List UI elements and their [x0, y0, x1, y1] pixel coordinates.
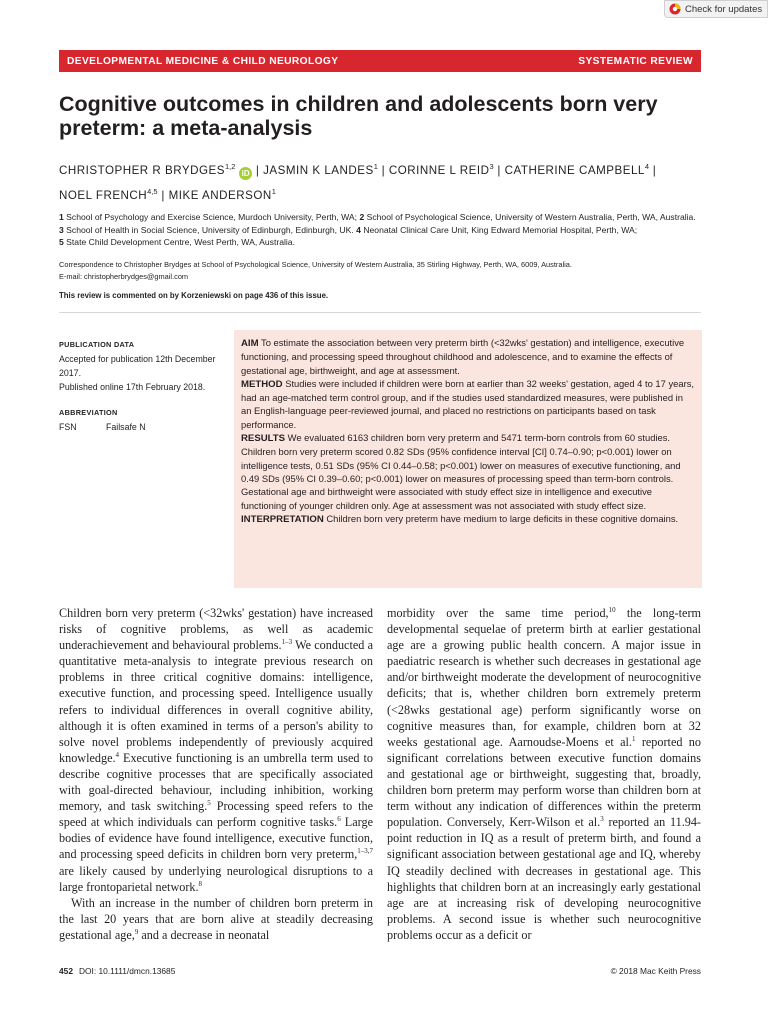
- affil-num: 2: [359, 212, 365, 222]
- results-label: RESULTS: [241, 433, 286, 445]
- body-text: reported an 11.94-point reduction in IQ as a result of preterm birth, and found a significant association between gestational age and IQ, whereby IQ steadily declined with decreases in gestational age. This highlights that children born at an increasingly early gestational age are at increasing risk of developing neurocognitive problems. A second issue is whether such neurocognitive problems occur as a deficit or: [387, 815, 701, 942]
- footer-left: [59, 966, 175, 976]
- accepted-date: Accepted for publication 12th December 2017.: [59, 354, 216, 378]
- body-paragraph: [387, 605, 701, 943]
- copyright: © 2018 Mac Keith Press: [610, 966, 701, 976]
- aim-label: AIM: [241, 338, 259, 349]
- affil-num: 5: [59, 237, 64, 247]
- body-text: Children born very preterm (<32wks' gestation) have increased risks of cognitive problems, as well as academic underachievement and behavioural problems.: [59, 606, 373, 653]
- body-column-right: [387, 605, 701, 943]
- interpretation-label: INTERPRETATION: [241, 513, 324, 525]
- citation[interactable]: 10: [608, 605, 616, 614]
- abbreviation-value: Failsafe N: [106, 422, 146, 432]
- author-affil: 4,5: [147, 186, 158, 196]
- body-text: morbidity over the same time period,: [387, 606, 609, 620]
- body-paragraph: [59, 605, 373, 895]
- affil-num: 3: [59, 224, 64, 235]
- journal-name: DEVELOPMENTAL MEDICINE & CHILD NEUROLOGY: [67, 55, 339, 67]
- citation[interactable]: 3: [600, 815, 604, 824]
- check-for-updates-button[interactable]: [664, 0, 768, 18]
- affiliations: [59, 211, 699, 249]
- abstract-method: [241, 377, 694, 431]
- affil-text: School of Health in Social Science, University of Edinburgh, Edinburgh, UK.: [66, 224, 354, 235]
- results-text: We evaluated 6163 children born very preterm and 5471 term-born controls from 60 studies. Children born very preterm scored 0.82 SDs (95% confidence interval [CI] 0.74–0.90; p<0.001) lower on intelligence tests, 0.51 SDs (95% CI 0.44–0.58; p<0.001) lower on measures of executive functioning, and 0.49 SDs (95% CI 0.39–0.60; p<0.001) lower on measures of processing speed than term-born controls. Gestational age and birthweight were associated with study effect size in intelligence and executive functioning of younger children only. Age at assessment was not associated with study effect size.: [241, 432, 681, 511]
- citation[interactable]: 8: [198, 879, 203, 888]
- abstract-results: [241, 431, 694, 512]
- body-text: reported no significant correlations between executive function domains and gestational age or birthweight, suggesting that, broadly, children born preterm may perform worse than children born at term without any indication of differences within the preterm population. Conversely, Kerr-Wilson et al.: [387, 734, 701, 830]
- author-affil: 1: [271, 186, 276, 196]
- abbreviation-label: ABBREVIATION: [59, 408, 118, 417]
- citation[interactable]: 1–3,7: [357, 847, 373, 856]
- citation[interactable]: 4: [115, 750, 120, 759]
- abstract-interpretation: [241, 512, 694, 526]
- body-text: Executive functioning is an umbrella term used to describe cognitive processes that are specifically associated with goal-directed behaviour, including inhibition, working memory, and task switching.: [59, 750, 373, 814]
- page-footer: [59, 966, 701, 976]
- body-paragraph: [59, 895, 373, 943]
- correspondence-email[interactable]: E-mail: christopherbrydges@gmail.com: [59, 271, 189, 281]
- commentary-note: This review is commented on by Korzeniewski on page 436 of this issue.: [59, 291, 329, 300]
- body-text: the long-term developmental sequelae of preterm birth at earlier gestational age are a growing public health concern. A major issue in paediatric research is whether such decreases in gestational age and/or birthweight moderate the development of neurocognitive deficits; that is, whether children born extremely preterm (<28wks gestational age) perform significantly worse on cognitive measures than, for example, children born at 32 weeks gestational age. Aarnoudse-Moens et al.: [387, 606, 701, 749]
- affil-num: 1: [59, 212, 64, 222]
- orcid-icon[interactable]: iD: [239, 167, 252, 180]
- article-type: SYSTEMATIC REVIEW: [578, 55, 693, 67]
- author-affil: 3: [489, 162, 494, 171]
- affil-text: State Child Development Centre, West Perth, WA, Australia.: [66, 237, 295, 247]
- abstract-aim: [241, 336, 694, 377]
- article-title: Cognitive outcomes in children and adolescents born very preterm: a meta-analysis: [59, 92, 658, 140]
- check-for-updates-label: Check for updates: [685, 3, 763, 15]
- published-date: Published online 17th February 2018.: [59, 382, 206, 392]
- body-text: Large bodies of evidence have found intelligence, executive function, and processing speed deficits in children born very preterm,: [59, 815, 373, 862]
- body-text: and a decrease in neonatal: [138, 927, 270, 942]
- divider: [59, 312, 701, 313]
- author-affil: 1,2: [224, 162, 236, 171]
- author-affil: 1: [373, 162, 378, 171]
- body-text: We conducted a quantitative meta-analysis to integrate previous research on problems in three critical cognitive domains: intelligence, executive function, and processing speed. Intelligence usually refers to individual differences in overall cognitive ability, although it is often examined in terms of a person's ability to solve novel problems independently of previously acquired knowledge.: [59, 638, 373, 765]
- affil-num: 4: [356, 224, 361, 235]
- author-name: CORINNE L REID: [388, 163, 490, 177]
- correspondence-address: Correspondence to Christopher Brydges at School of Psychological Science, University of Western Australia, 35 Stirling Highway, Perth, WA, 6009, Australia.: [59, 260, 572, 269]
- body-column-left: [59, 605, 373, 943]
- interpretation-text: Children born very preterm have medium to large deficits in these cognitive domains.: [326, 512, 679, 524]
- author-name: CATHERINE CAMPBELL: [504, 163, 645, 177]
- body-text: With an increase in the number of children born preterm in the last 20 years that are born alive at steadily decreasing gestational age,: [59, 895, 373, 942]
- journal-banner: [59, 50, 701, 72]
- publication-data: [59, 338, 234, 434]
- affil-text: School of Psychology and Exercise Science, Murdoch University, Perth, WA;: [66, 212, 358, 222]
- abstract-box: [234, 330, 702, 588]
- body-text: are likely caused by underlying neurological disruptions to a large frontoparietal network.: [59, 863, 373, 894]
- abbreviation-row: [59, 420, 234, 434]
- method-text: Studies were included if children were born at earlier than 32 weeks' gestation, aged 4 to 17 years, had an age-matched term control group, and if the studies used standardized measures, were published in an English-language peer-reviewed journal, and placed no restrictions on participants based on task performance.: [241, 377, 694, 430]
- affil-text: School of Psychological Science, University of Western Australia, Perth, WA, Australia.: [366, 212, 696, 222]
- citation[interactable]: 6: [337, 815, 341, 824]
- doi[interactable]: DOI: 10.1111/dmcn.13685: [78, 966, 176, 976]
- correspondence: [59, 259, 699, 282]
- author-name: CHRISTOPHER R BRYDGES: [59, 163, 225, 177]
- page-number: 452: [59, 966, 73, 976]
- author-affil: 4: [644, 162, 650, 171]
- citation[interactable]: 9: [134, 927, 139, 936]
- method-label: METHOD: [241, 378, 283, 390]
- author-list: CHRISTOPHER R BRYDGES$^{1,2}$ iD | JASMIN K LANDES$^1$ | CORINNE L REID$^3$ | CATHERINE CAMPBELL$^4$ | NOEL FRENCH$^{4,5}$ | MIKE ANDERSON$^1$: [59, 162, 657, 202]
- author-name: MIKE ANDERSON: [168, 188, 272, 202]
- pubdata-label: PUBLICATION DATA: [59, 340, 135, 349]
- crossmark-icon: [669, 3, 681, 15]
- citation[interactable]: 1–3: [281, 638, 293, 647]
- aim-text: To estimate the association between very preterm birth (<32wks' gestation) and intelligence, executive functioning, and processing speed throughout childhood and adolescence, and to examine the effects of gestational age, birthweight, and age at assessment.: [241, 337, 685, 376]
- abbreviation-key: FSN: [59, 422, 77, 432]
- author-name: JASMIN K LANDES: [263, 163, 374, 177]
- author-name: NOEL FRENCH: [59, 188, 148, 202]
- citation[interactable]: 1: [631, 734, 636, 743]
- affil-text: Neonatal Clinical Care Unit, King Edward Memorial Hospital, Perth, WA;: [363, 224, 638, 235]
- body-text: Processing speed refers to the speed at which individuals can perform cognitive tasks.: [59, 799, 373, 830]
- citation[interactable]: 5: [207, 799, 211, 808]
